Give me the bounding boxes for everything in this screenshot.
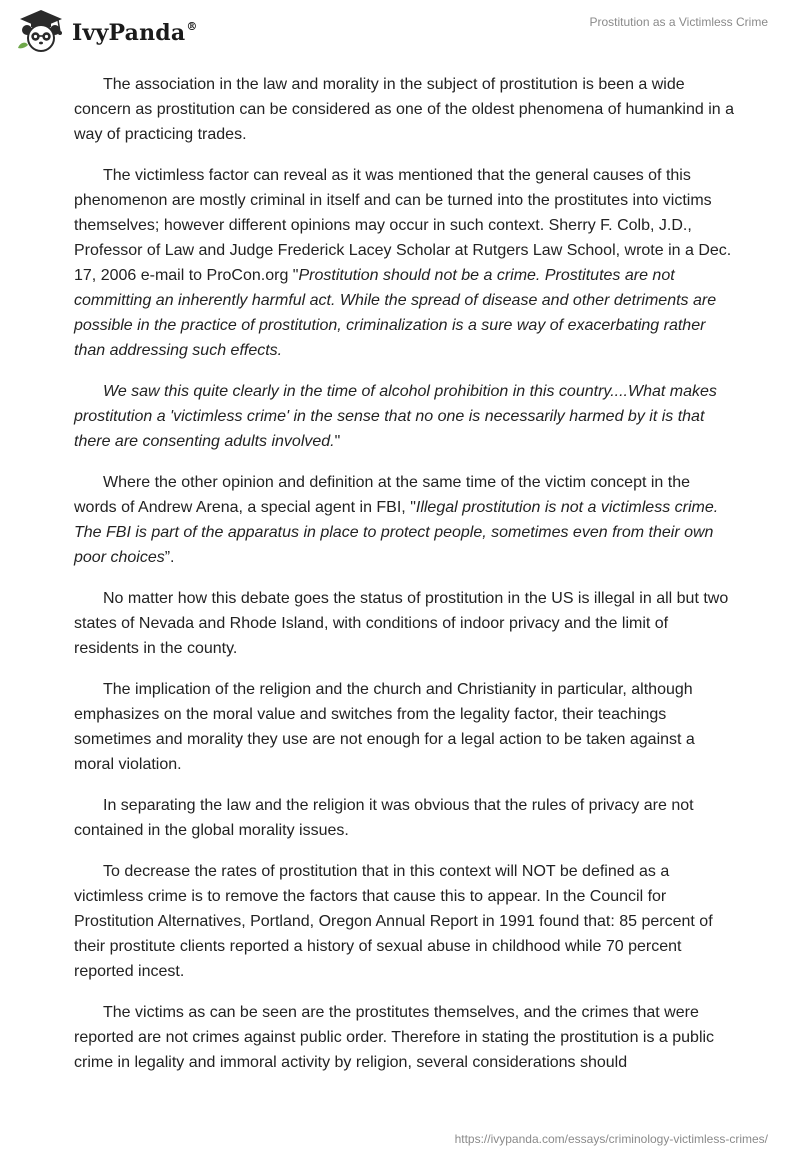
body-text: " [334, 433, 341, 450]
paragraph [74, 677, 734, 777]
paragraph [74, 1000, 734, 1075]
essay-body [74, 72, 734, 1091]
body-text: Where the other opinion and definition at the same time of the victim concept in the words of Andrew Arena, a special agent in FBI, " [74, 474, 690, 516]
body-text: The victimless factor can reveal as it was mentioned that the general causes of this phenomenon are mostly criminal in itself and can be turned into the prostitutes into victims themselves; however different opinions may occur in such context. Sherry F. Colb, J.D., Professor of Law and Judge Frederick Lacey Scholar at Rutgers Law School, wrote in a Dec. 17, 2006 e-mail to ProCon.org " [74, 167, 732, 284]
paragraph [74, 163, 734, 363]
paragraph [74, 470, 734, 570]
panda-graduate-icon [16, 8, 66, 54]
paragraph [74, 859, 734, 984]
paragraph [74, 793, 734, 843]
registered-mark: ® [186, 19, 198, 33]
body-text: The victims as can be seen are the prostitutes themselves, and the crimes that were reported are not crimes against public order. Therefore in stating the prostitution is a public crime in legality and immoral activity by religion, several considerations should [74, 1004, 715, 1071]
source-url[interactable]: https://ivypanda.com/essays/criminology-victimless-crimes/ [454, 1132, 768, 1146]
body-text: To decrease the rates of prostitution that in this context will NOT be defined as a victimless crime is to remove the factors that cause this to appear. In the Council for Prostitution Alternatives, Portland, Oregon Annual Report in 1991 found that: 85 percent of their prostitute clients reported a history of sexual abuse in childhood while 70 percent reported incest. [74, 863, 713, 980]
paragraph [74, 72, 734, 147]
document-title: Prostitution as a Victimless Crime [589, 15, 768, 29]
body-text: No matter how this debate goes the status of prostitution in the US is illegal in all but two states of Nevada and Rhode Island, with conditions of indoor privacy and the limit of residents in the county. [74, 590, 729, 657]
body-text: In separating the law and the religion it was obvious that the rules of privacy are not contained in the global morality issues. [74, 797, 694, 839]
body-text: ”. [164, 549, 175, 566]
brand-name: IvyPanda® [72, 19, 198, 46]
paragraph [74, 379, 734, 454]
ivypanda-logo[interactable] [16, 8, 198, 54]
page-header [0, 0, 800, 70]
quote-text: Illegal prostitution is not a victimless crime. The FBI is part of the apparatus in place to protect people, sometimes even from their own poor choices [74, 499, 719, 566]
body-text: The implication of the religion and the church and Christianity in particular, although emphasizes on the moral value and switches from the legality factor, their teachings sometimes and morality they use are not enough for a legal action to be taken against a moral violation. [74, 681, 695, 773]
paragraph [74, 586, 734, 661]
quote-text: Prostitution should not be a crime. Prostitutes are not committing an inherently harmful act. While the spread of disease and other detriments are possible in the practice of prostitution, criminalization is a sure way of exacerbating rather than addressing such effects. [74, 267, 717, 359]
body-text: The association in the law and morality in the subject of prostitution is been a wide concern as prostitution can be considered as one of the oldest phenomena of humankind in a way of practicing trades. [74, 76, 734, 143]
quote-text: We saw this quite clearly in the time of alcohol prohibition in this country....What makes prostitution a 'victimless crime' in the sense that no one is necessarily harmed by it is that there are consenting adults involved. [74, 383, 717, 450]
